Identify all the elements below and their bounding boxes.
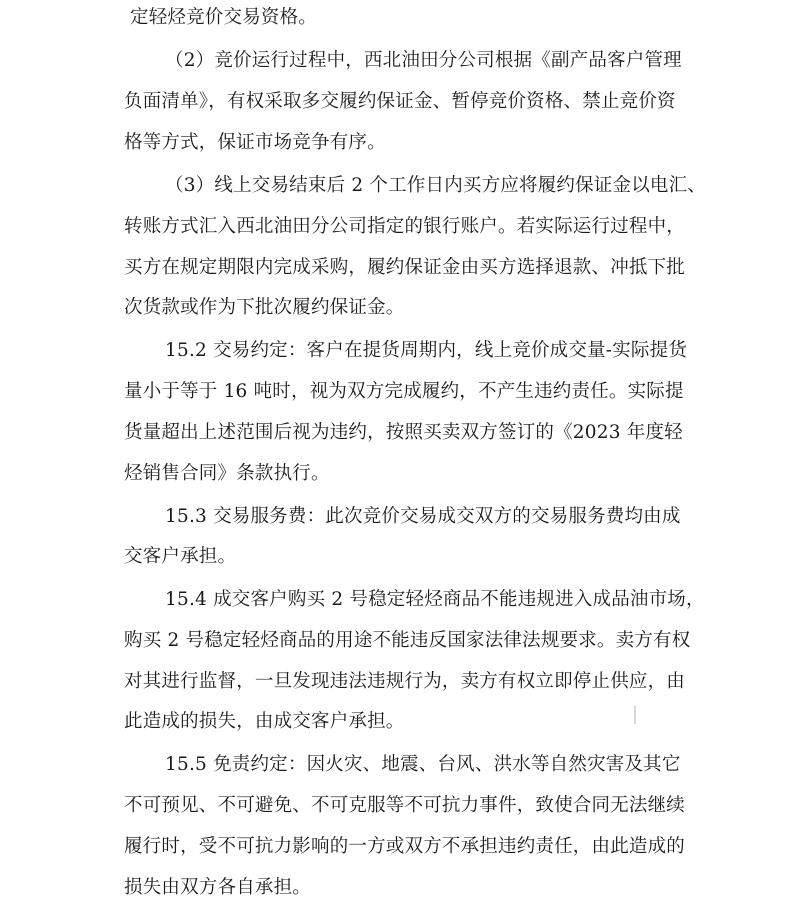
text-line: 履行时，受不可抗力影响的一方或双方不承担违约责任，由此造成的 bbox=[124, 836, 686, 857]
text-line: 定轻烃竞价交易资格。 bbox=[130, 7, 318, 28]
text-line: 此造成的损失，由成交客户承担。 bbox=[124, 711, 405, 732]
text-line: 格等方式，保证市场竞争有序。 bbox=[124, 132, 386, 153]
text-line: 量小于等于 16 吨时，视为双方完成履约，不产生违约责任。实际提 bbox=[124, 381, 684, 402]
text-line: 不可预见、不可避免、不可克服等不可抗力事件，致使合同无法继续 bbox=[124, 795, 686, 816]
text-line: 15.5 免责约定：因火灾、地震、台风、洪水等自然灾害及其它 bbox=[165, 754, 681, 775]
text-line: （3）线上交易结束后 2 个工作日内买方应将履约保证金以电汇、 bbox=[165, 175, 707, 196]
text-line: 15.4 成交客户购买 2 号稳定轻烃商品不能违规进入成品油市场， bbox=[165, 589, 705, 610]
text-line: 交客户承担。 bbox=[124, 546, 237, 567]
scan-artifact bbox=[634, 706, 636, 724]
text-line: 负面清单》，有权采取多交履约保证金、暂停竞价资格、禁止竞价资 bbox=[124, 91, 676, 112]
text-line: （2）竞价运行过程中，西北油田分公司根据《副产品客户管理 bbox=[165, 50, 682, 71]
text-line: 烃销售合同》条款执行。 bbox=[124, 463, 330, 484]
text-line: 转账方式汇入西北油田分公司指定的银行账户。若实际运行过程中， bbox=[124, 216, 686, 237]
text-line: 货量超出上述范围后视为违约，按照买卖双方签订的《2023 年度轻 bbox=[124, 422, 683, 443]
text-line: 15.3 交易服务费：此次竞价交易成交双方的交易服务费均由成 bbox=[165, 506, 681, 527]
text-line: 次货款或作为下批次履约保证金。 bbox=[124, 297, 405, 318]
text-line: 对其进行监督，一旦发现违法违规行为，卖方有权立即停止供应，由 bbox=[124, 671, 686, 692]
text-line: 15.2 交易约定：客户在提货周期内，线上竞价成交量-实际提货 bbox=[165, 340, 688, 361]
text-line: 损失由双方各自承担。 bbox=[124, 877, 312, 898]
text-line: 购买 2 号稳定轻烃商品的用途不能违反国家法律法规要求。卖方有权 bbox=[124, 630, 691, 651]
text-line: 买方在规定期限内完成采购，履约保证金由买方选择退款、冲抵下批 bbox=[124, 257, 686, 278]
